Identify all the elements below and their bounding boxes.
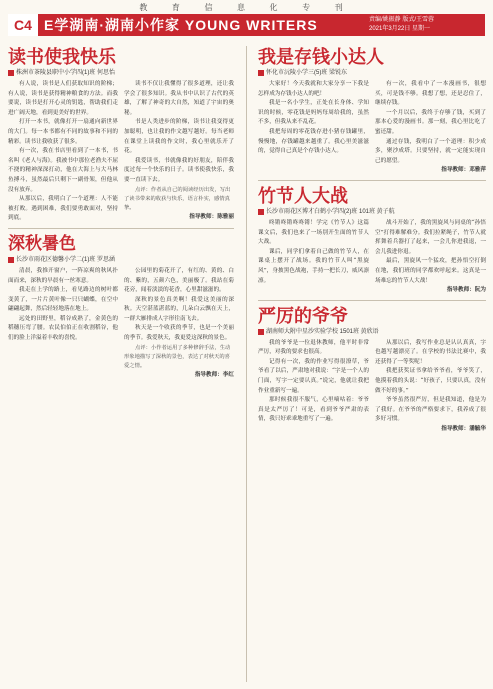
article-byline: 长沙市雨花区博才白鹤小学四(2)班 101班 黄子航 (258, 207, 486, 217)
paragraph: 战斗开始了，我的黑旋风与同桌的“孙悟空”打得难解难分。我们拉紧绳子，竹节人就挥舞着兵器打了起来，一会儿你进我退，一会儿我进你退。 (375, 219, 486, 255)
paragraph: 我把每周的零花钱存进小猪存钱罐里，慢慢地，存钱罐越来越重了。我心里美滋滋的，觉得自己真是个存钱小达人。 (258, 128, 369, 155)
article-reading (8, 46, 234, 224)
paragraph: 秋天是一个收获的季节，也是一个美丽的季节。我爱秋天，我更爱这深秋的景色。 (124, 325, 234, 342)
article-byline: 株洲市茶陵县职中小学四(1)班 何思怡 (8, 68, 234, 78)
issue-date: 2021年3月22日 星期一 (369, 26, 431, 32)
body-col-2 (375, 80, 486, 176)
section-divider (258, 180, 486, 181)
paragraph: 从那以后，我写作业总是认认真真，字也越写越漂亮了。在学校的书法比赛中，我还获得了一等奖呢！ (375, 339, 486, 365)
body-col-1 (258, 219, 369, 296)
editor-credit: 责编/姚振静 版式/王雪蓉 (369, 17, 435, 23)
article-body (258, 80, 486, 176)
comment: 点评：小作者运用了多种修辞手法，生动形象地描写了深秋的景色，表达了对秋天的喜爱之情。 (124, 344, 231, 369)
body-col-1 (258, 339, 369, 435)
paragraph: 我走在上学的路上，看见路边的树叶都变黄了，一片片黄叶像一只只蝴蝶，在空中翩翩起舞，然后轻轻地落在地上。 (8, 287, 118, 313)
paragraph: 大家好！今天我就和大家分享一下我是怎样成为存钱小达人的吧！ (258, 81, 369, 97)
paragraph: 有一次，我在书店里看到了一本书，书名叫《老人与海》。我被书中那位老渔夫不屈不挠的精神深深打动，他在大海上与大马林鱼搏斗，虽然最后只剩下一副骨架，但他从没有放弃。 (8, 148, 118, 193)
article-body (8, 267, 234, 380)
body-col-1 (8, 80, 118, 224)
article-body (8, 80, 234, 224)
paragraph: 有一次，我看中了一本漫画书，很想买，可是钱不够。我想了想，还是忍住了，继续存钱。 (375, 81, 486, 107)
supplement-title: 教 育 信 息 化 专 刊 (139, 3, 354, 12)
paragraph: 通过存钱，我明白了一个道理：积少成多，聚沙成塔。只要坚持，就一定能实现自己的愿望。 (375, 138, 486, 164)
article-byline: 湖南师大附中星沙实验学校 1501班 黄欣语 (258, 327, 486, 337)
body-col-2 (124, 267, 234, 380)
article-byline: 怀化市沅陵小学三(5)班 梁锐东 (258, 68, 486, 78)
article-bamboo (258, 185, 486, 296)
paragraph: 公园里的菊花开了，有红的、黄的、白的、紫的，五颜六色，美丽极了。我站在菊花旁，闻着淡淡的花香，心里甜滋滋的。 (124, 267, 234, 294)
article-title: 我是存钱小达人 (258, 47, 384, 67)
right-column (258, 42, 486, 435)
article-title: 严厉的爷爷 (258, 305, 348, 326)
column-divider (246, 46, 247, 682)
section-divider (8, 228, 234, 229)
masthead (0, 0, 493, 44)
article-autumn (8, 233, 234, 380)
paragraph: 从那以后，我明白了一个道理：人不能被打败。遇到困难，我们要勇敢面对，坚持到底。 (8, 196, 118, 222)
article-title: 深秋暑色 (8, 233, 76, 253)
byline-marker-icon (258, 209, 264, 215)
issue-info (369, 16, 481, 34)
byline-marker-icon (258, 70, 264, 76)
paragraph: 我的爷爷是一位退休教师，他平时非常严厉，对我的要求也很高。 (258, 339, 369, 356)
paragraph: 远处的田野里，稻谷成熟了，金黄色的稻穗压弯了腰。农民伯伯正在收割稻谷，他们的脸上洋溢着丰收的喜悦。 (8, 315, 118, 342)
paragraph: 我爱读书，书就像我的好朋友，陪伴我度过每一个快乐的日子。读书使我快乐，我要一直读下去。 (124, 157, 234, 183)
paragraph: 我把获奖证书拿给爷爷看，爷爷笑了，他摸着我的头说：“好孩子，只要认真，没有做不好的事。” (375, 368, 486, 394)
paragraph: 那时候我很不服气，心里嘀咕着：爷爷真是太严厉了！可是，看到爷爷严肃的表情，我只好乖乖地重写了一遍。 (258, 397, 369, 423)
comment: 点评：作者从自己的阅读经历出发，写出了读书带来的收获与快乐，语言朴实，感情真挚。 (124, 186, 231, 211)
paragraph: 一个月以后，我终于存够了钱，买到了那本心爱的漫画书。那一刻，我心里比吃了蜜还甜。 (375, 109, 486, 135)
body-col-1 (258, 80, 369, 176)
byline-marker-icon (8, 70, 14, 76)
article-grandpa (258, 305, 486, 435)
paragraph: 深秋的景色真美啊！我爱这美丽的深秋。天空湛蓝湛蓝的，几朵白云飘在天上，一群大雁排成人字形往南飞去。 (124, 296, 234, 322)
article-title: 竹节人大战 (258, 185, 348, 206)
teacher-credit: 指导教师：邓雅萍 (441, 167, 486, 174)
teacher-credit: 指导教师：李红 (194, 371, 234, 378)
article-body (258, 339, 486, 435)
paragraph: 打开一本书，就像打开一扇通向新世界的大门。每一本书都有不同的故事和不同的精彩。读书让我收获了很多。 (8, 119, 118, 145)
paragraph: 课后，同学们拿着自己做的竹节人，在课桌上摆开了战场。我的竹节人叫“黑旋风”，身披黑色战袍，手持一把长刀，威风凛凛。 (258, 248, 369, 284)
paragraph: 记得有一次，我的作业写得很潦草，爷爷看了以后，严肃地对我说：“字是一个人的门面，写字一定要认真。”说完，他就让我把作业重新写一遍。 (258, 358, 369, 394)
body-col-2 (375, 219, 486, 296)
body-col-2 (375, 339, 486, 435)
left-column (8, 42, 234, 380)
article-saver (258, 46, 486, 176)
body-col-2 (124, 80, 234, 224)
paragraph: 咚锵咚锵咚咚锵！学完《竹节人》这篇课文后，我们也来了一场别开生面的竹节人大战。 (258, 219, 369, 246)
teacher-credit: 指导教师：阮为 (446, 287, 486, 294)
article-body (258, 219, 486, 296)
paragraph: 有人说，读书是人们获取知识的阶梯；有人说，读书是获得精神粮食的方法。而我要说，读书是打开心灵的钥匙，帮助我们走进广阔天地，看到更美好的世界。 (8, 81, 118, 116)
paragraph: 读书不仅让我懂得了很多道理，还让我学会了很多知识。我从书中认识了古代的英雄，了解了神奇的大自然，知道了宇宙的奥秘。 (124, 81, 234, 116)
teacher-credit: 指导教师：潘毓华 (441, 426, 486, 433)
teacher-credit: 指导教师：陈雅丽 (189, 213, 234, 220)
paragraph: 书是人类进步的阶梯，读书让我变得更加聪明，也让我的作文越写越好。每当老师在课堂上读我的作文时，我心里就乐开了花。 (124, 119, 234, 155)
section-divider (258, 300, 486, 301)
paragraph: 我是一名小学生，正处在长身体、学知识的时候，零花钱是妈妈每周给我的，虽然不多，但我从来不乱花。 (258, 100, 369, 126)
paragraph: 清晨，我推开窗户，一阵凉爽的秋风扑面而来，深秋的早晨有一丝寒意。 (8, 267, 118, 284)
body-col-1 (8, 267, 118, 380)
article-title: 读书使我快乐 (8, 47, 116, 67)
byline-marker-icon (8, 257, 14, 263)
section-title: E学湖南·湖南小作家 YOUNG WRITERS (44, 17, 318, 33)
article-byline: 长沙市雨花区德馨小学二(1)班 罗思涵 (8, 255, 234, 265)
paragraph: 爷爷虽然很严厉，但是我知道，他是为了我好。在爷爷的严格要求下，我养成了很多好习惯。 (375, 397, 486, 423)
page-number: C4 (8, 14, 38, 36)
paragraph: 最后，黑旋风一个猛攻，把孙悟空打倒在地，我们班的同学都欢呼起来。这真是一场难忘的竹节人大战！ (375, 258, 486, 284)
byline-marker-icon (258, 329, 264, 335)
